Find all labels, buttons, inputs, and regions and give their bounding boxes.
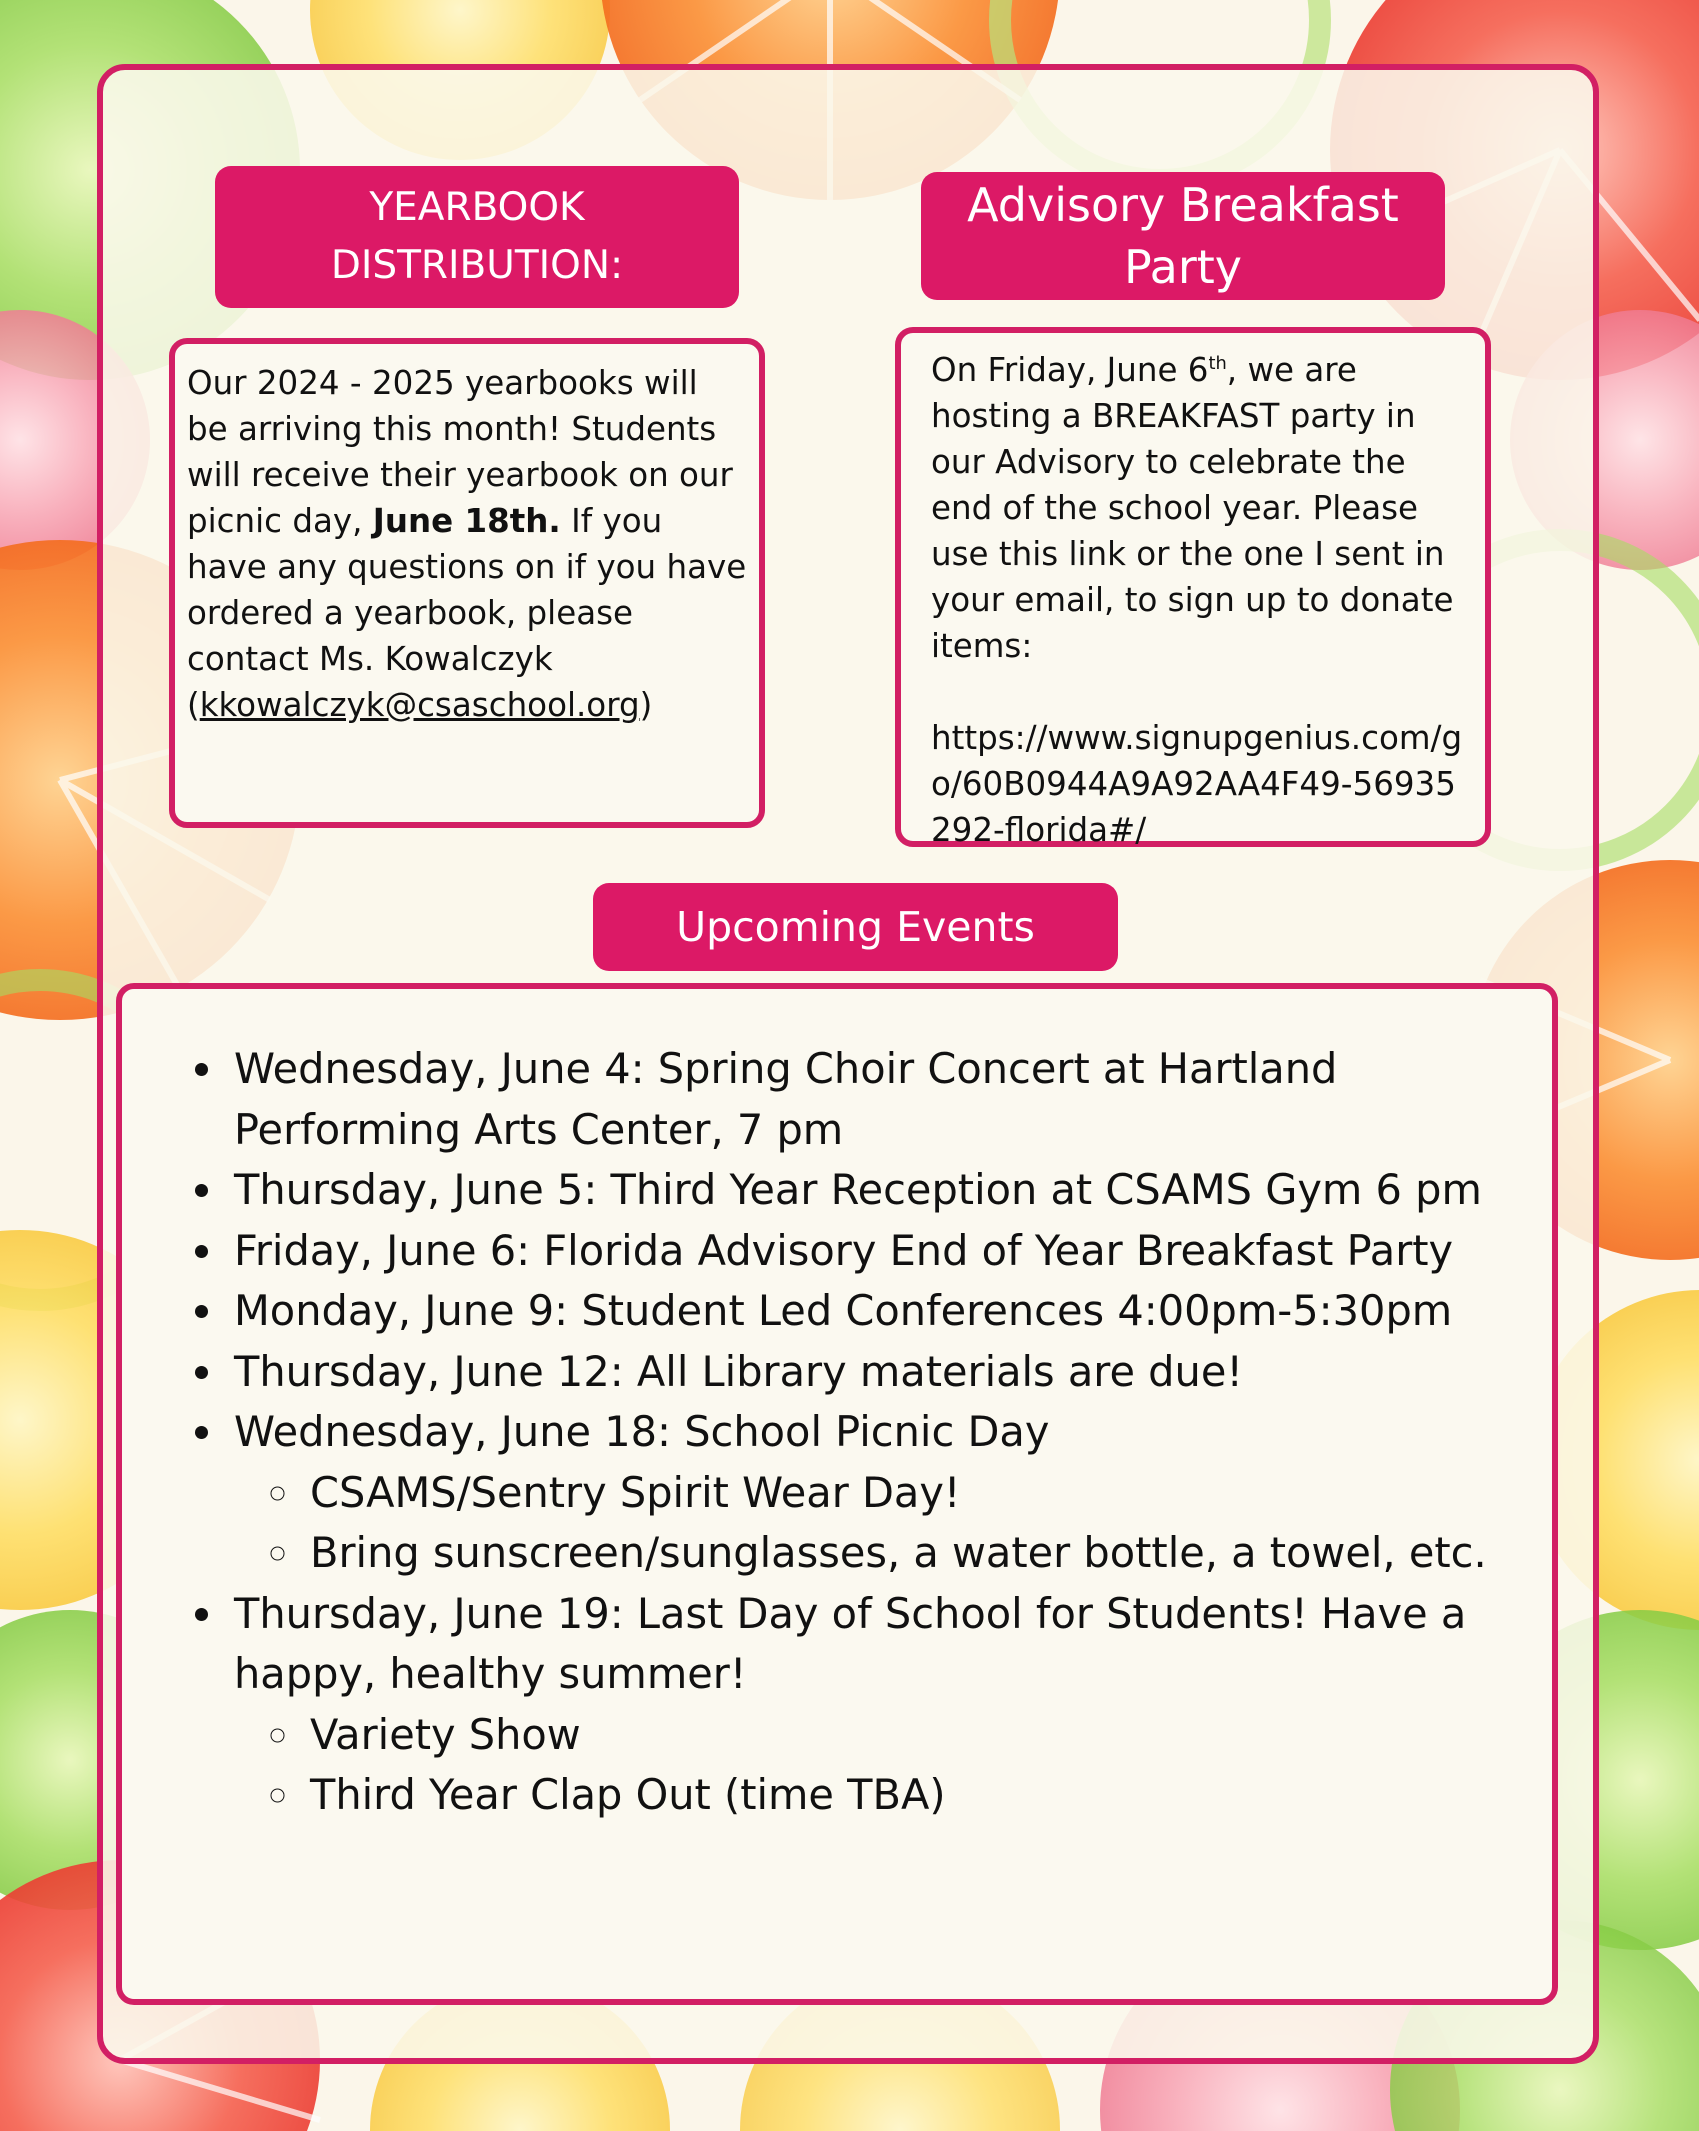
events-list <box>166 1039 1522 1826</box>
event-item <box>228 1281 1522 1342</box>
event-subitem-text: CSAMS/Sentry Spirit Wear Day! <box>310 1467 961 1517</box>
event-text: Wednesday, June 4: Spring Choir Concert at Hartland Performing Arts Center, 7 pm <box>234 1044 1338 1154</box>
yearbook-text <box>187 360 747 728</box>
event-item <box>228 1039 1522 1160</box>
yearbook-text-part1: Our 2024 - 2025 yearbooks will be arriving this month! Students will receive their yearbook on our picnic day, <box>187 364 733 540</box>
advisory-text <box>931 347 1467 669</box>
event-subitem <box>304 1463 1522 1524</box>
events-box <box>116 983 1558 2005</box>
advisory-heading-line2: Party <box>1123 240 1243 294</box>
event-item <box>228 1584 1522 1826</box>
event-subitem-text: Variety Show <box>310 1709 581 1759</box>
advisory-heading <box>921 172 1445 300</box>
yearbook-date: June 18th. <box>372 502 561 540</box>
events-heading-text: Upcoming Events <box>676 903 1035 951</box>
advisory-text-part2: , we are hosting a BREAKFAST party in our Advisory to celebrate the end of the school year. Please use this link or the one I sent in your email, to sign up to donate items: <box>931 351 1454 665</box>
yearbook-text-end: ) <box>639 686 653 724</box>
event-text: Friday, June 6: Florida Advisory End of Year Breakfast Party <box>234 1225 1454 1275</box>
event-subitem <box>304 1765 1522 1826</box>
event-subitem <box>304 1523 1522 1584</box>
advisory-heading-line1: Advisory Breakfast <box>967 178 1399 232</box>
yearbook-text-part2: If you have any questions on if you have ordered a yearbook, please contact Ms. Kowalczyk ( <box>187 502 747 724</box>
yearbook-heading-line2: DISTRIBUTION: <box>330 243 624 288</box>
events-heading <box>593 883 1118 971</box>
event-item <box>228 1342 1522 1403</box>
event-item <box>228 1160 1522 1221</box>
signup-link[interactable]: https://www.signupgenius.com/go/60B0944A9A92AA4F49-56935292-florida#/ <box>931 719 1463 849</box>
event-text: Thursday, June 5: Third Year Reception at CSAMS Gym 6 pm <box>234 1165 1482 1214</box>
yearbook-info-box <box>169 338 765 828</box>
event-sublist <box>234 1463 1522 1584</box>
event-item <box>228 1221 1522 1282</box>
advisory-text-sup: th <box>1208 353 1227 375</box>
event-item <box>228 1402 1522 1584</box>
event-text: Thursday, June 12: All Library materials are due! <box>234 1346 1243 1396</box>
advisory-text-part1: On Friday, June 6 <box>931 351 1209 389</box>
event-subitem <box>304 1705 1522 1766</box>
event-text: Monday, June 9: Student Led Conferences 4:00pm-5:30pm <box>234 1286 1453 1335</box>
advisory-info-box <box>895 327 1491 847</box>
yearbook-heading-line1: YEARBOOK <box>369 185 585 230</box>
event-subitem-text: Bring sunscreen/sunglasses, a water bottle, a towel, etc. <box>310 1528 1487 1577</box>
event-text: Thursday, June 19: Last Day of School for Students! Have a happy, healthy summer! <box>234 1588 1467 1698</box>
event-subitem-text: Third Year Clap Out (time TBA) <box>310 1770 946 1819</box>
yearbook-heading <box>215 166 739 308</box>
event-text: Wednesday, June 18: School Picnic Day <box>234 1407 1050 1456</box>
contact-email-link[interactable]: kkowalczyk@csaschool.org <box>199 686 640 724</box>
event-sublist <box>234 1705 1522 1826</box>
